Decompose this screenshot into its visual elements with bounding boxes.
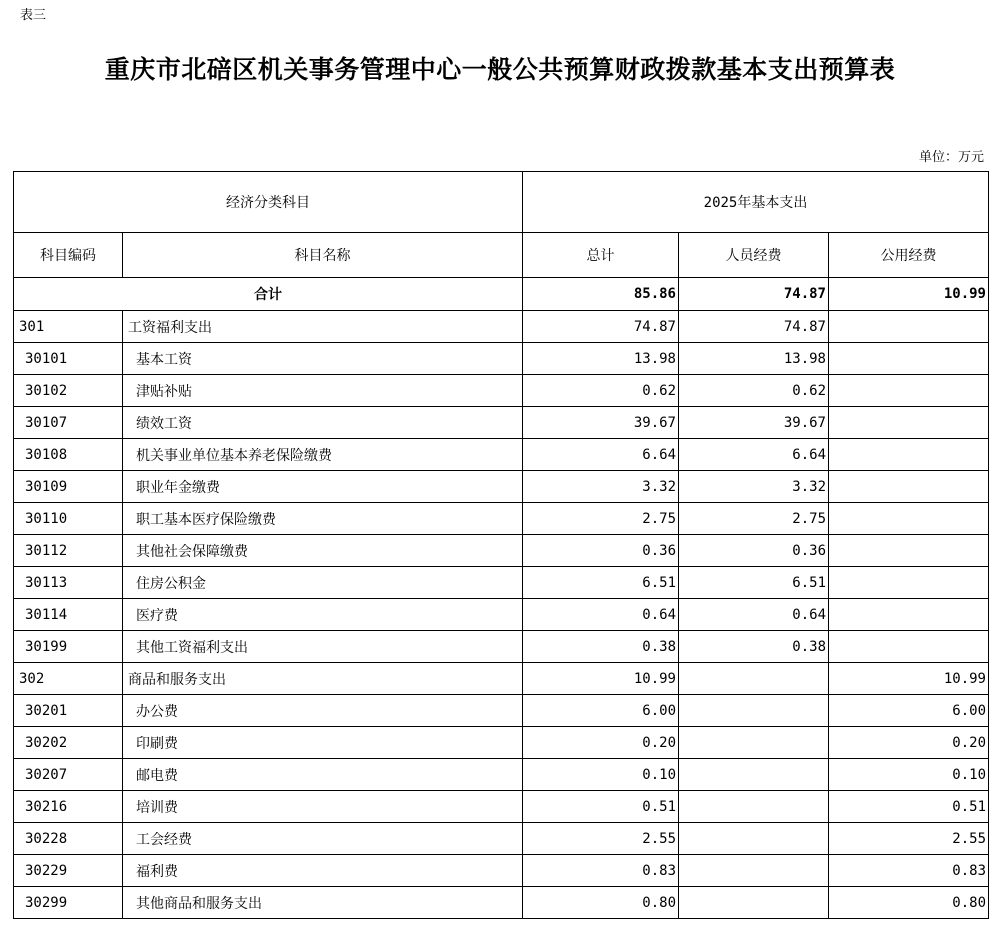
budget-table [13, 171, 989, 919]
row-name: 办公费 [123, 695, 523, 727]
row-personnel: 3.32 [679, 471, 829, 503]
unit-label: 单位：万元 [918, 150, 984, 165]
row-public [829, 375, 989, 407]
row-code: 30107 [14, 407, 123, 439]
header-public: 公用经费 [829, 233, 989, 278]
row-name: 医疗费 [123, 599, 523, 631]
row-personnel: 0.36 [679, 535, 829, 567]
row-code: 30113 [14, 567, 123, 599]
row-code: 30299 [14, 887, 123, 919]
table-row [14, 471, 989, 503]
row-code: 301 [14, 311, 123, 343]
row-personnel [679, 791, 829, 823]
row-total: 0.38 [523, 631, 679, 663]
table-row [14, 663, 989, 695]
total-sum: 85.86 [523, 278, 679, 311]
row-public [829, 535, 989, 567]
header-personnel: 人员经费 [679, 233, 829, 278]
row-code: 302 [14, 663, 123, 695]
row-total: 3.32 [523, 471, 679, 503]
table-row [14, 599, 989, 631]
row-public: 2.55 [829, 823, 989, 855]
row-total: 6.00 [523, 695, 679, 727]
row-personnel: 2.75 [679, 503, 829, 535]
row-total: 0.36 [523, 535, 679, 567]
row-code: 30114 [14, 599, 123, 631]
table-row [14, 631, 989, 663]
table-row [14, 343, 989, 375]
row-code: 30109 [14, 471, 123, 503]
header-econ-category: 经济分类科目 [14, 172, 523, 233]
row-personnel [679, 887, 829, 919]
row-name: 培训费 [123, 791, 523, 823]
row-name: 其他工资福利支出 [123, 631, 523, 663]
header-year-basic: 2025年基本支出 [523, 172, 989, 233]
row-total: 10.99 [523, 663, 679, 695]
total-personnel: 74.87 [679, 278, 829, 311]
header-code: 科目编码 [14, 233, 123, 278]
row-total: 39.67 [523, 407, 679, 439]
table-row [14, 727, 989, 759]
total-label: 合计 [14, 278, 523, 311]
row-name: 基本工资 [123, 343, 523, 375]
row-total: 0.20 [523, 727, 679, 759]
total-row [14, 278, 989, 311]
row-personnel [679, 663, 829, 695]
row-code: 30102 [14, 375, 123, 407]
table-row [14, 791, 989, 823]
row-public [829, 471, 989, 503]
row-public [829, 343, 989, 375]
table-row [14, 407, 989, 439]
row-personnel: 39.67 [679, 407, 829, 439]
row-personnel: 13.98 [679, 343, 829, 375]
table-row [14, 695, 989, 727]
row-total: 0.10 [523, 759, 679, 791]
table-row [14, 823, 989, 855]
row-public [829, 311, 989, 343]
row-code: 30112 [14, 535, 123, 567]
table-row [14, 375, 989, 407]
row-total: 0.62 [523, 375, 679, 407]
row-name: 津贴补贴 [123, 375, 523, 407]
row-name: 邮电费 [123, 759, 523, 791]
row-code: 30216 [14, 791, 123, 823]
row-name: 商品和服务支出 [123, 663, 523, 695]
row-total: 13.98 [523, 343, 679, 375]
table-row [14, 887, 989, 919]
header-total: 总计 [523, 233, 679, 278]
table-row [14, 567, 989, 599]
page-title: 重庆市北碚区机关事务管理中心一般公共预算财政拨款基本支出预算表 [104, 55, 896, 84]
row-name: 绩效工资 [123, 407, 523, 439]
table-row [14, 759, 989, 791]
table-label: 表三 [20, 8, 47, 23]
row-personnel: 6.64 [679, 439, 829, 471]
row-code: 30110 [14, 503, 123, 535]
row-personnel: 0.38 [679, 631, 829, 663]
row-personnel: 0.62 [679, 375, 829, 407]
row-public [829, 439, 989, 471]
row-total: 2.55 [523, 823, 679, 855]
row-name: 机关事业单位基本养老保险缴费 [123, 439, 523, 471]
row-public [829, 567, 989, 599]
row-public [829, 503, 989, 535]
row-name: 工资福利支出 [123, 311, 523, 343]
row-public: 6.00 [829, 695, 989, 727]
row-code: 30207 [14, 759, 123, 791]
row-name: 住房公积金 [123, 567, 523, 599]
table-row [14, 535, 989, 567]
row-public [829, 631, 989, 663]
row-public [829, 407, 989, 439]
row-personnel [679, 727, 829, 759]
row-total: 0.83 [523, 855, 679, 887]
row-total: 2.75 [523, 503, 679, 535]
row-personnel: 74.87 [679, 311, 829, 343]
row-public [829, 599, 989, 631]
row-personnel [679, 695, 829, 727]
row-public: 0.80 [829, 887, 989, 919]
row-total: 6.64 [523, 439, 679, 471]
row-name: 福利费 [123, 855, 523, 887]
table-row [14, 311, 989, 343]
row-total: 0.51 [523, 791, 679, 823]
row-name: 职工基本医疗保险缴费 [123, 503, 523, 535]
row-public: 0.51 [829, 791, 989, 823]
row-name: 其他社会保障缴费 [123, 535, 523, 567]
row-code: 30229 [14, 855, 123, 887]
row-code: 30228 [14, 823, 123, 855]
row-name: 其他商品和服务支出 [123, 887, 523, 919]
table-row [14, 855, 989, 887]
row-personnel [679, 823, 829, 855]
row-code: 30202 [14, 727, 123, 759]
header-name: 科目名称 [123, 233, 523, 278]
row-public: 0.20 [829, 727, 989, 759]
row-personnel: 6.51 [679, 567, 829, 599]
row-name: 职业年金缴费 [123, 471, 523, 503]
row-name: 工会经费 [123, 823, 523, 855]
row-personnel [679, 855, 829, 887]
table-row [14, 439, 989, 471]
total-public: 10.99 [829, 278, 989, 311]
table-row [14, 503, 989, 535]
row-code: 30201 [14, 695, 123, 727]
row-total: 74.87 [523, 311, 679, 343]
header-row-1 [14, 172, 989, 233]
row-public: 0.10 [829, 759, 989, 791]
row-personnel [679, 759, 829, 791]
row-code: 30108 [14, 439, 123, 471]
row-code: 30199 [14, 631, 123, 663]
row-total: 6.51 [523, 567, 679, 599]
row-total: 0.64 [523, 599, 679, 631]
row-code: 30101 [14, 343, 123, 375]
row-personnel: 0.64 [679, 599, 829, 631]
row-name: 印刷费 [123, 727, 523, 759]
row-total: 0.80 [523, 887, 679, 919]
header-row-2 [14, 233, 989, 278]
row-public: 10.99 [829, 663, 989, 695]
row-public: 0.83 [829, 855, 989, 887]
